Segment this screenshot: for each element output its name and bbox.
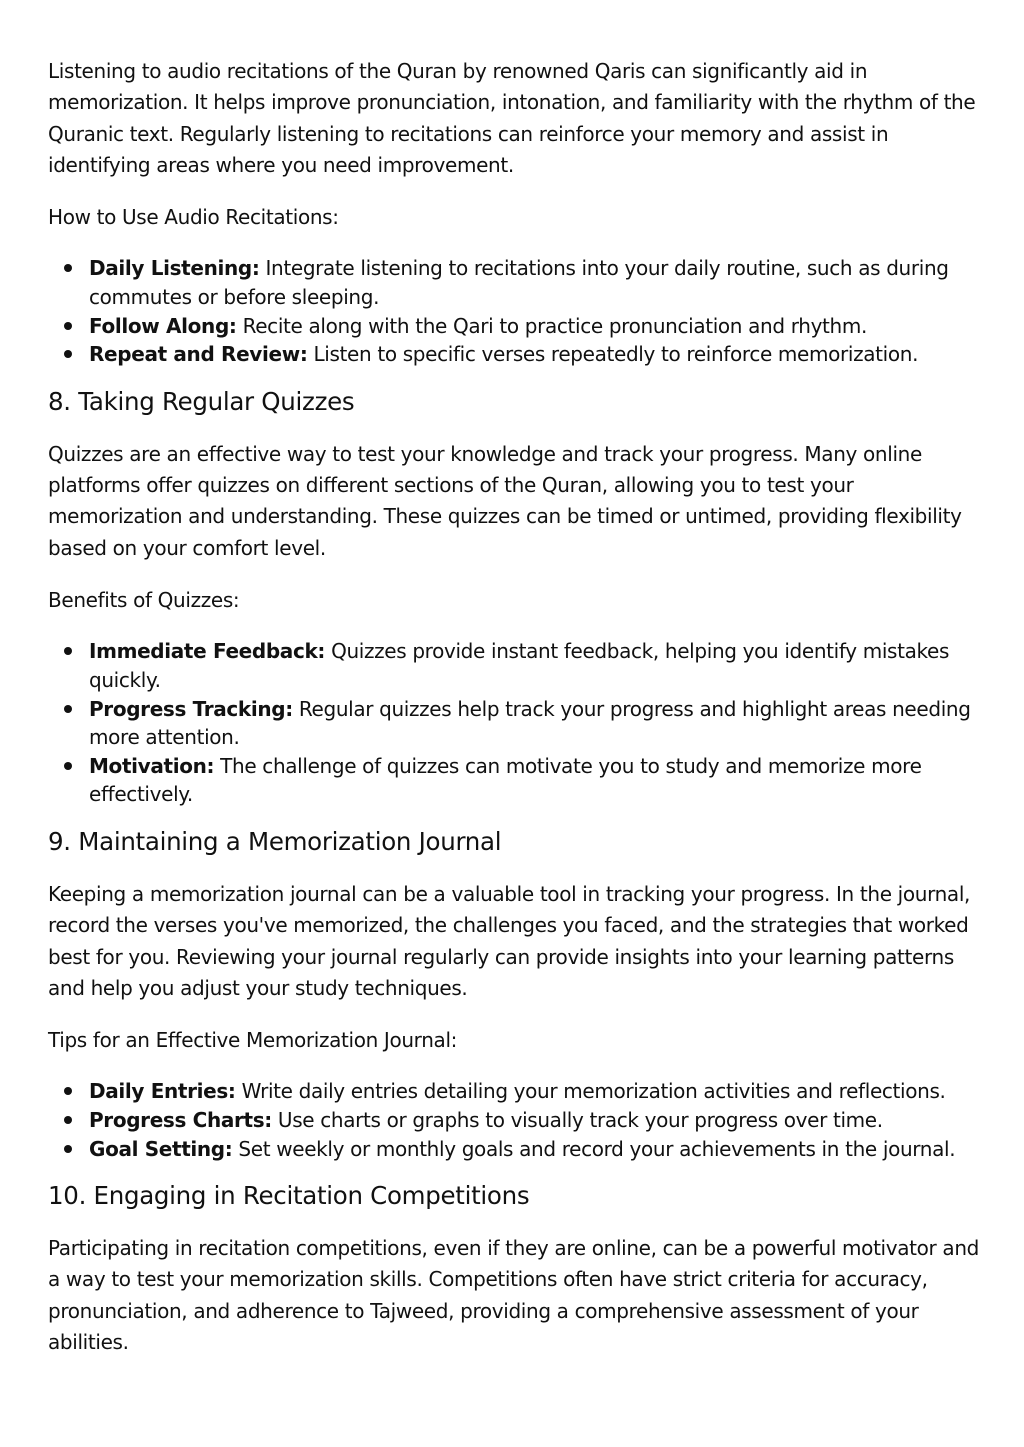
section-paragraph: Participating in recitation competitions, even if they are online, can be a powerful motivator and a way to test your memorization skills. Competitions often have strict criteria for accuracy, pronunciation, and adherence to Tajweed, providing a comprehensive assessment of your abilities. — [48, 1236, 979, 1355]
section-paragraph: Keeping a memorization journal can be a valuable tool in tracking your progress. In the journal, record the verses you've memorized, the challenges you faced, and the strategies that worked best for you. Reviewing your journal regularly can provide insights into your learning patterns and help you adjust your study techniques. — [48, 881, 971, 1000]
intro-bullet-list — [48, 254, 984, 368]
quizzes-bullet-list — [48, 637, 984, 809]
list-item-term: Daily Entries: — [89, 1079, 236, 1104]
list-item — [48, 312, 984, 341]
list-item-text: Use charts or graphs to visually track your progress over time. — [271, 1107, 883, 1132]
bullet-icon — [64, 264, 72, 272]
intro-list-lead: How to Use Audio Recitations: — [48, 205, 339, 230]
list-item-text: Quizzes provide instant feedback, helping you identify mistakes quickly. — [89, 639, 950, 692]
list-item-term: Follow Along: — [89, 313, 237, 338]
section-list-lead: Tips for an Effective Memorization Journal: — [48, 1028, 458, 1053]
bullet-icon — [64, 1145, 72, 1153]
list-item — [48, 637, 984, 694]
journal-bullet-list — [48, 1077, 984, 1163]
section-heading-quizzes: 8. Taking Regular Quizzes — [48, 386, 355, 416]
list-item-text: Set weekly or monthly goals and record your achievements in the journal. — [232, 1136, 956, 1161]
list-item-text: Regular quizzes help track your progress and highlight areas needing more attention. — [89, 696, 971, 750]
list-item-text: Listen to specific verses repeatedly to reinforce memorization. — [307, 342, 919, 367]
list-item-term: Progress Charts: — [89, 1107, 272, 1132]
list-item-term: Motivation: — [89, 753, 215, 778]
list-item — [48, 340, 984, 369]
list-item — [48, 254, 984, 311]
list-item-term: Goal Setting: — [89, 1136, 233, 1161]
list-item-term: Progress Tracking: — [89, 696, 293, 721]
bullet-icon — [64, 322, 72, 330]
bullet-icon — [64, 705, 72, 713]
list-item-term: Daily Listening: — [89, 256, 260, 281]
list-item-text: The challenge of quizzes can motivate you to study and memorize more effectively. — [89, 753, 922, 807]
list-item-text: Write daily entries detailing your memorization activities and reflections. — [235, 1079, 946, 1104]
list-item — [48, 695, 984, 752]
list-item-term: Repeat and Review: — [89, 342, 308, 367]
list-item — [48, 1077, 984, 1106]
list-item — [48, 752, 984, 809]
bullet-icon — [64, 350, 72, 358]
bullet-icon — [64, 1116, 72, 1124]
section-heading-journal: 9. Maintaining a Memorization Journal — [48, 826, 502, 856]
section-heading-competitions: 10. Engaging in Recitation Competitions — [48, 1181, 530, 1211]
list-item-text: Recite along with the Qari to practice pronunciation and rhythm. — [236, 313, 868, 338]
list-item — [48, 1135, 984, 1164]
bullet-icon — [64, 647, 72, 655]
section-paragraph: Quizzes are an effective way to test your knowledge and track your progress. Many online platforms offer quizzes on different sections of the Quran, allowing you to test your memorization and understanding. These quizzes can be timed or untimed, providing flexibility based on your comfort level. — [48, 441, 962, 560]
bullet-icon — [64, 762, 72, 770]
bullet-icon — [64, 1087, 72, 1095]
section-list-lead: Benefits of Quizzes: — [48, 588, 240, 613]
list-item — [48, 1106, 984, 1135]
intro-paragraph: Listening to audio recitations of the Quran by renowned Qaris can significantly aid in memorization. It helps improve pronunciation, intonation, and familiarity with the rhythm of the Quranic text. Regularly listening to recitations can reinforce your memory and assist in identifying areas where you need improvement. — [48, 59, 976, 177]
list-item-text: Integrate listening to recitations into your daily routine, such as during commutes or before sleeping. — [89, 256, 949, 310]
list-item-term: Immediate Feedback: — [89, 639, 326, 664]
